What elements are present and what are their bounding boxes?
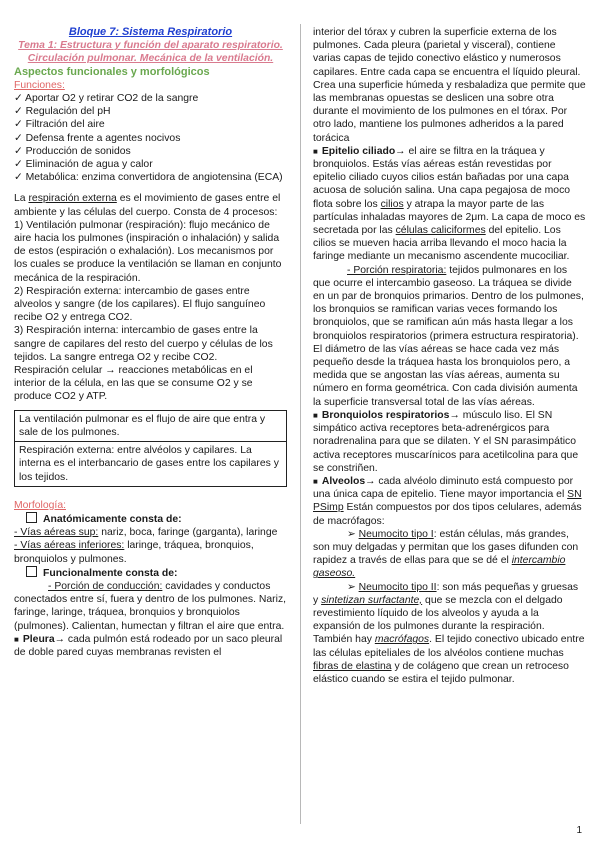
pleura-continuation: interior del tórax y cubren la superficie externa de los pulmones. Cada pleura (parietal y visceral), contiene varias capas de tejido conectivo elástico y numerosos capilares. Entre cada capa se encuentra el líquido pleural. Crea una superficie húmeda y resbaladiza que permite que las membranas opuestas se deslicen una sobre otra durante el movimiento de los pulmones en el tórax. Por otro lado, mantiene los pulmones adheridos a la pared torácica (313, 27, 586, 144)
checkbox-icon (26, 566, 37, 577)
text-span: → el aire se filtra en la tráquea y bronquiolos. Estás vías aéreas están revestidas por epitelio ciliado cuyos cilios están bañadas por una capa acuosa de solución salina. Una capa pegajosa de moco flota sobre los (313, 145, 571, 210)
macrofagos-term: macrófagos (374, 634, 430, 646)
funciones-label: Funciones: (14, 79, 65, 91)
checkbox-icon (26, 512, 37, 523)
text-span: : son más pequeñas y gruesas y (313, 581, 579, 606)
text-span: → cada pulmón está rodeado por un saco pleural de doble pared cuyas membranas revisten el (14, 633, 283, 658)
proceso-2: 2) Respiración externa: intercambio de gases entre alveolos y sangre (de los capilares). El flujo sanguíneo recibe O2 y entrega CO2. (14, 285, 266, 324)
funcion-item: ✓ Filtración del aire (14, 119, 105, 131)
pleura-label: Pleura (22, 633, 55, 645)
text-span: → cada alvéolo diminuto está compuesto por una única capa de epitelio. Tiene mayor importancia el (313, 475, 574, 501)
resp-ext-term: respiración externa (28, 193, 117, 205)
anatomicamente-heading (14, 512, 287, 526)
vias-inf-label: - Vías aéreas inferiores: (14, 540, 125, 552)
text-span: Funcionalmente consta de: (43, 567, 178, 579)
morfologia-label: Morfología: (14, 499, 66, 511)
text-span: Anatómicamente consta de: (43, 513, 182, 525)
funciones-list (14, 92, 287, 184)
page-number: 1 (576, 825, 582, 836)
fibras-elastina-term: fibras de elastina (313, 660, 392, 672)
text-span: laringe, tráquea, bronquios, bronquiolos y pulmones. (14, 540, 254, 565)
epitelio-paragraph (313, 145, 586, 264)
arrowhead-bullet-icon: ➢ (347, 581, 359, 593)
text-span: : están células, más grandes, son muy delgadas y permitan que los gases difunden con rapidez a través de ellas para que se dé el (313, 528, 579, 567)
funcionalmente-heading (14, 566, 287, 580)
text-span: que se mezcla con el delgado revestimiento líquido de los alveolos y ayuda a la expansión de los pulmones durante la respiración. También hay (313, 594, 563, 646)
intercambio-gaseoso-term: intercambio gaseoso. (313, 555, 566, 580)
column-divider (300, 24, 301, 824)
summary-box-respiracion: Respiración externa: entre alvéolos y capilares. La interna es el interbancario de gases entre los capilares y los tejidos. (14, 442, 287, 487)
respiracion-externa-paragraph (14, 192, 287, 218)
summary-boxes (14, 410, 287, 487)
cilios-term: cilios (380, 198, 404, 210)
square-bullet-icon: ■ (313, 476, 318, 486)
vias-sup-label: - Vías aéreas sup: (14, 527, 99, 539)
funcion-item: ✓ Defensa frente a agentes nocivos (14, 132, 181, 144)
neumocito-2-label: Neumocito tipo II (358, 581, 437, 593)
alveolos-paragraph (313, 475, 586, 528)
text-span: La (14, 193, 29, 205)
proceso-1: 1) Ventilación pulmonar (respiración): flujo mecánico de aire hacia los pulmones (inspiración o inhalación) y salida de estos (espiración o exhalación). Los mecanismos por los cuales se produce la ventilación se llaman en conjunto mecánica de la respiración. (14, 219, 282, 284)
conduccion-label: - Porción de conducción: (48, 580, 163, 592)
porcion-respiratoria (313, 264, 586, 409)
funcion-item: ✓ Eliminación de agua y calor (14, 159, 153, 171)
vias-superiores (14, 526, 287, 539)
text-span: Están compuestos por dos tipos celulares, además de macrófagos: (313, 502, 582, 527)
epitelio-label: Epitelio ciliado (321, 145, 396, 157)
arrowhead-bullet-icon: ➢ (347, 528, 359, 540)
square-bullet-icon: ■ (14, 634, 19, 644)
neumocito-2 (313, 581, 586, 687)
page-subtitle: Tema 1: Estructura y función del aparato respiratorio. Circulación pulmonar. Mecánica de la ventilación. (18, 40, 283, 65)
text-span: . El tejido conectivo ubicado entre las células epiteliales de los alvéolos contiene muchas (313, 634, 585, 659)
square-bullet-icon: ■ (313, 410, 318, 420)
pleura-paragraph (14, 633, 287, 659)
funcion-item: ✓ Producción de sonidos (14, 145, 131, 157)
neumocito-1 (313, 528, 586, 581)
text-span: y atrapa la mayor parte de las partículas inhaladas mayores de 2μm. La capa de moco es secretada por las (313, 198, 586, 237)
proceso-4: Respiración celular → reacciones metabólicas en el interior de la célula, en las que se consume O2 y se produce CO2 y ATP. (14, 365, 253, 403)
right-column (313, 26, 586, 686)
alveolos-label: Alveolos (321, 475, 366, 487)
left-column (14, 26, 287, 659)
funcion-item: ✓ Regulación del pH (14, 106, 111, 118)
text-span: tejidos pulmonares en los que ocurre el intercambio gaseoso. La tráquea se divide en un par de bronquios primarios. Dentro de los pulmones, los bronquios se ramifican varias veces formando los bronquiolos, que se ramifican aún más hasta llegar a los bronquiolos respiratorios (primera estructura respiratoria). El diámetro de las vías aéreas se hace cada vez más pequeño desde la tráquea hasta los bronquiolos pero, a medida que se angostan las vías aéreas, aumenta su número en forma geométrica. Con cada división aumenta la superficie transversal total de las vías aéreas. (313, 264, 584, 408)
neumocito-1-label: Neumocito tipo I (358, 528, 434, 540)
section-heading-aspects: Aspectos funcionales y morfológicos (14, 65, 210, 78)
bronquiolos-label: Bronquiolos respiratorios (321, 409, 450, 421)
summary-box-ventilacion: La ventilación pulmonar es el flujo de aire que entra y sale de los pulmones. (14, 410, 287, 442)
text-span: del epitelio. Los cilios se mueven hacia arriba llevando el moco hacia la faringe mediante un mecanismo ascendente mucociliar. (313, 225, 570, 263)
bronquiolos-paragraph (313, 409, 586, 475)
text-span: → músculo liso. El SN simpático activa receptores beta-adrenérgicos para noradrenalina para que se dilaten. Y el SN parasimpático activa receptores muscarínicos para acetilcolina para que se constriñen. (313, 409, 579, 474)
vias-inferiores (14, 539, 287, 565)
porcion-resp-label: - Porción respiratoria: (347, 264, 447, 276)
page-title: Bloque 7: Sistema Respiratorio (68, 26, 233, 38)
text-span: y de colágeno que crean un retroceso elástico cuando se estira el tejido pulmonar. (313, 660, 569, 685)
funcion-item: ✓ Metabólica: enzima convertidora de angiotensina (ECA) (14, 172, 283, 184)
text-span: cavidades y conductos conectados entre sí, fuera y dentro de los pulmones. Nariz, faringe, laringe, tráquea, bronquios y bronquiolos (pulmones). Calientan, humectan y filtran el aire que entra. (14, 580, 287, 632)
proceso-3: 3) Respiración interna: intercambio de gases entre la sangre de capilares del resto del cuerpo y células de los tejidos. La sangre entrega O2 y recibe CO2. (14, 325, 273, 363)
square-bullet-icon: ■ (313, 146, 318, 156)
sn-psimp-term: SN PSimp (313, 489, 582, 514)
text-span: es el movimiento de gases entre el ambiente y las células del cuerpo. Consta de 4 procesos: (14, 193, 281, 218)
porcion-conduccion (14, 580, 287, 633)
text-span: nariz, boca, faringe (garganta), laringe (98, 527, 278, 539)
celulas-caliciformes-term: células caliciformes (395, 225, 486, 237)
surfactante-term: sintetizan surfactante, (321, 594, 423, 606)
funcion-item: ✓ Aportar O2 y retirar CO2 de la sangre (14, 93, 199, 105)
